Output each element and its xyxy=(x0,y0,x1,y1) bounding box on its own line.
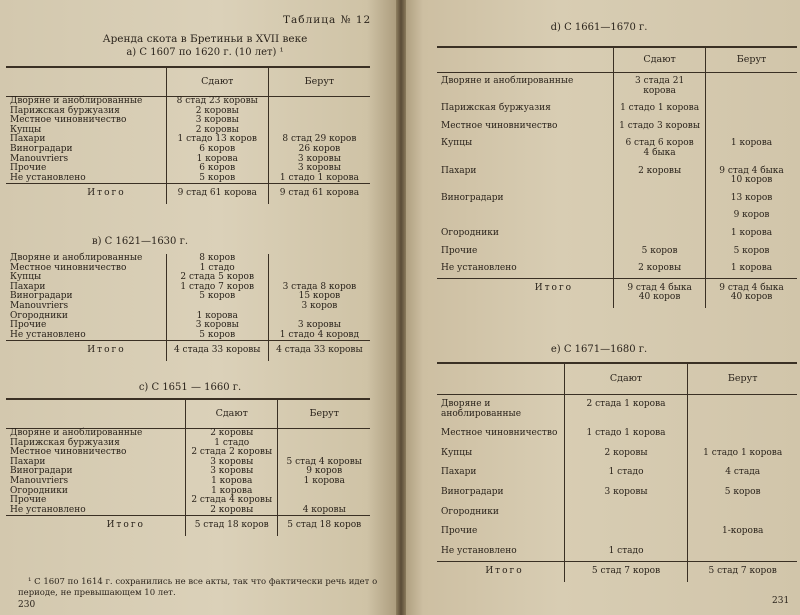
total-row xyxy=(6,341,370,361)
row-give: 3 коровы xyxy=(564,483,688,503)
row-label: Прочие xyxy=(6,164,166,174)
row-take xyxy=(706,118,797,136)
col-category xyxy=(6,399,185,429)
table-a-body xyxy=(6,97,370,204)
row-label: Не установлено xyxy=(6,174,166,184)
row-give: 3 коровы xyxy=(185,467,278,477)
row-give: 2 коровы xyxy=(166,107,268,117)
row-take: 9 коров xyxy=(733,210,770,221)
row-take xyxy=(688,503,797,523)
row-give: 3 коровы xyxy=(166,321,268,331)
row-label: Парижская буржуазия xyxy=(6,107,166,117)
col-category xyxy=(437,363,564,395)
row-take xyxy=(268,264,370,274)
row-give: 5 коров xyxy=(166,174,268,184)
table-row xyxy=(437,163,797,190)
row-label: Парижская буржуазия xyxy=(6,439,185,449)
row-take xyxy=(278,439,370,449)
table-row xyxy=(6,116,370,126)
row-give: 3 коровы xyxy=(185,458,278,468)
row-take: 3 коровы xyxy=(297,153,341,164)
row-label: Manouvriers xyxy=(6,302,166,312)
row-give: 3 стада 21 корова xyxy=(614,73,706,101)
col-take-header: Берут xyxy=(688,363,797,395)
total-take: 9 стад 4 быка 40 коров xyxy=(706,278,797,308)
row-label: Не установлено xyxy=(437,542,564,562)
row-label: Местное чиновничество xyxy=(6,448,185,458)
col-give-header: Сдают xyxy=(166,67,268,97)
row-take xyxy=(268,254,370,264)
row-take: 3 стада 8 коров xyxy=(282,281,357,292)
total-give: 5 стад 18 коров xyxy=(185,516,278,536)
table-row xyxy=(437,135,797,162)
table-row xyxy=(6,506,370,516)
row-label: Виноградари xyxy=(6,145,166,155)
section-e-title: е) С 1671—1680 г. xyxy=(550,344,648,355)
row-take xyxy=(688,542,797,562)
row-label: Пахари xyxy=(437,163,614,190)
table-row xyxy=(437,522,797,542)
row-give: 1 корова xyxy=(185,487,278,497)
row-give: 2 стада 2 коровы xyxy=(185,448,278,458)
row-give xyxy=(564,522,688,542)
page-number: 231 xyxy=(772,596,790,606)
row-label: Местное чиновничество xyxy=(6,116,166,126)
row-take: 5 коров xyxy=(733,245,770,256)
total-label: Итого xyxy=(6,516,185,536)
total-give: 9 стад 61 корова xyxy=(166,184,268,204)
row-give: 1 стадо 3 коровы xyxy=(614,118,706,136)
row-give: 2 коровы xyxy=(185,506,278,516)
row-give xyxy=(614,190,706,208)
row-give: 1 стадо 1 корова xyxy=(564,424,688,444)
row-take: 4 коровы xyxy=(302,504,346,515)
table-row xyxy=(6,174,370,184)
row-give: 2 коровы xyxy=(614,163,706,190)
section-a-title: а) С 1607 по 1620 г. (10 лет) ¹ xyxy=(126,47,284,58)
table-row xyxy=(437,100,797,118)
row-give: 1 стадо 7 коров xyxy=(166,283,268,293)
row-label: Местное чиновничество xyxy=(437,424,564,444)
table-row xyxy=(437,463,797,483)
total-row xyxy=(437,562,797,582)
total-label: Итого xyxy=(437,278,614,308)
row-give: 2 коровы xyxy=(166,126,268,136)
row-take: 1 стадо 4 коровд xyxy=(279,329,360,340)
total-row xyxy=(6,184,370,204)
total-give: 5 стад 7 коров xyxy=(564,562,688,582)
row-label: Огородники xyxy=(6,312,166,322)
table-row xyxy=(437,260,797,278)
table-row xyxy=(437,542,797,562)
table-title: Аренда скота в Бретиньи в XVII веке xyxy=(102,33,308,45)
section-c-title: с) С 1651 — 1660 г. xyxy=(138,382,242,393)
row-take xyxy=(688,424,797,444)
row-label: Прочие xyxy=(6,321,166,331)
table-row xyxy=(437,225,797,243)
table-b xyxy=(6,254,370,361)
row-give: 2 коровы xyxy=(564,444,688,464)
row-label: Пахари xyxy=(437,463,564,483)
row-label: Прочие xyxy=(6,496,185,506)
total-take: 4 стада 33 коровы xyxy=(268,341,370,361)
total-take: 5 стад 18 коров xyxy=(278,516,370,536)
footnote: ¹ С 1607 по 1614 г. сохранились не все акты, так что фактически речь идет о периоде, не превышающем 10 лет. xyxy=(18,577,378,598)
row-take xyxy=(706,100,797,118)
page-number: 230 xyxy=(18,600,36,610)
book-gutter xyxy=(396,0,406,615)
row-label xyxy=(437,207,614,225)
total-row xyxy=(6,516,370,536)
row-label: Парижская буржуазия xyxy=(437,100,614,118)
row-label: Не установлено xyxy=(437,260,614,278)
row-take xyxy=(268,97,370,107)
row-take xyxy=(706,73,797,101)
total-give: 4 стада 33 коровы xyxy=(166,341,268,361)
table-row xyxy=(437,207,797,225)
row-label: Пахари xyxy=(6,283,166,293)
total-row xyxy=(437,278,797,308)
row-give xyxy=(564,503,688,523)
table-row xyxy=(437,483,797,503)
row-take: 5 стад 4 коровы xyxy=(286,456,362,467)
row-label: Местное чиновничество xyxy=(6,264,166,274)
col-give-header: Сдают xyxy=(614,47,706,73)
row-give: 2 стада 5 коров xyxy=(166,273,268,283)
table-d xyxy=(437,46,797,308)
row-take: 3 коров xyxy=(301,300,338,311)
table-row xyxy=(6,331,370,341)
total-take: 5 стад 7 коров xyxy=(688,562,797,582)
row-label: Прочие xyxy=(437,522,564,542)
row-give: 2 коровы xyxy=(614,260,706,278)
row-take: 5 коров xyxy=(724,486,761,497)
row-label: Manouvriers xyxy=(6,155,166,165)
row-take: 26 коров xyxy=(298,143,341,154)
table-row xyxy=(437,73,797,101)
col-give-header: Сдают xyxy=(564,363,688,395)
row-give: 8 коров xyxy=(166,254,268,264)
table-row xyxy=(6,487,370,497)
total-give: 9 стад 4 быка 40 коров xyxy=(614,278,706,308)
row-give: 1 стадо xyxy=(564,542,688,562)
total-take: 9 стад 61 корова xyxy=(268,184,370,204)
table-row xyxy=(437,190,797,208)
row-label: Виноградари xyxy=(437,483,564,503)
row-label: Дворяне и аноблированные xyxy=(437,395,564,425)
row-take: 9 стад 4 быка 10 коров xyxy=(719,165,784,186)
col-category xyxy=(437,47,614,73)
row-give: 5 коров xyxy=(166,331,268,341)
row-label: Виноградари xyxy=(6,292,166,302)
table-row xyxy=(437,424,797,444)
row-take: 1 корова xyxy=(730,227,773,238)
row-label: Местное чиновничество xyxy=(437,118,614,136)
row-give: 3 коровы xyxy=(166,116,268,126)
section-d-title: d) С 1661—1670 г. xyxy=(550,22,648,33)
row-give: 1 стадо 1 корова xyxy=(614,100,706,118)
row-give: 1 стадо xyxy=(564,463,688,483)
left-page xyxy=(0,0,399,615)
total-label: Итого xyxy=(437,562,564,582)
row-take: 1-корова xyxy=(721,526,764,537)
table-row xyxy=(437,444,797,464)
row-take: 4 стада xyxy=(725,467,761,478)
row-give: 1 корова xyxy=(166,312,268,322)
row-label: Огородники xyxy=(6,487,185,497)
row-give: 2 коровы xyxy=(185,429,278,439)
row-take xyxy=(688,395,797,425)
row-label: Пахари xyxy=(6,458,185,468)
row-label: Огородники xyxy=(437,225,614,243)
table-a xyxy=(6,66,370,204)
row-give xyxy=(614,207,706,225)
table-row xyxy=(437,503,797,523)
col-take-header: Берут xyxy=(278,399,370,429)
row-give: 1 стадо xyxy=(185,439,278,449)
row-take: 1 корова xyxy=(730,263,773,274)
row-give: 1 стадо xyxy=(166,264,268,274)
row-label: Дворяне и аноблированные xyxy=(437,73,614,101)
row-take: 1 стадо 1 корова xyxy=(703,447,783,458)
row-give: 6 коров xyxy=(166,164,268,174)
table-header: Таблица № 12 xyxy=(283,14,372,26)
right-page xyxy=(399,0,800,615)
row-give: 8 стад 23 коровы xyxy=(166,97,268,107)
row-give: 5 коров xyxy=(614,243,706,261)
table-row xyxy=(437,243,797,261)
row-give: 5 коров xyxy=(166,292,268,302)
row-take xyxy=(278,487,370,497)
row-label: Дворяне и аноблированные xyxy=(6,254,166,264)
col-give-header: Сдают xyxy=(185,399,278,429)
row-label: Пахари xyxy=(6,135,166,145)
row-take: 15 коров xyxy=(298,291,341,302)
row-label: Дворяне и аноблированные xyxy=(6,97,166,107)
row-take xyxy=(278,429,370,439)
row-label: Прочие xyxy=(437,243,614,261)
row-label: Купцы xyxy=(6,273,166,283)
row-take: 1 корова xyxy=(303,475,345,486)
row-take: 9 коров xyxy=(306,466,343,477)
table-row xyxy=(437,395,797,425)
row-take xyxy=(268,107,370,117)
row-label: Виноградари xyxy=(6,467,185,477)
row-give xyxy=(614,225,706,243)
row-take: 3 коровы xyxy=(297,163,341,174)
section-b-title: в) С 1621—1630 г. xyxy=(91,236,189,247)
table-e xyxy=(437,362,797,582)
row-label: Не установлено xyxy=(6,506,185,516)
row-label: Огородники xyxy=(437,503,564,523)
row-take: 3 коровы xyxy=(297,320,341,331)
row-label: Виноградари xyxy=(437,190,614,208)
row-give: 2 стада 1 корова xyxy=(564,395,688,425)
row-take: 1 корова xyxy=(730,138,773,149)
table-row xyxy=(437,118,797,136)
row-take: 13 коров xyxy=(730,192,773,203)
row-take xyxy=(268,116,370,126)
row-label: Manouvriers xyxy=(6,477,185,487)
row-take: 1 стадо 1 корова xyxy=(279,172,359,183)
total-label: Итого xyxy=(6,184,166,204)
row-label: Дворяне и аноблированные xyxy=(6,429,185,439)
row-give: 1 корова xyxy=(185,477,278,487)
row-label: Не установлено xyxy=(6,331,166,341)
row-label: Купцы xyxy=(6,126,166,136)
col-category xyxy=(6,67,166,97)
row-take: 8 стад 29 коров xyxy=(282,134,357,145)
row-give: 2 стада 4 коровы xyxy=(185,496,278,506)
row-label: Купцы xyxy=(437,135,614,162)
row-label: Купцы xyxy=(437,444,564,464)
row-give: 1 стадо 13 коров xyxy=(166,135,268,145)
col-take-header: Берут xyxy=(706,47,797,73)
total-label: Итого xyxy=(6,341,166,361)
row-give: 1 корова xyxy=(166,155,268,165)
col-take-header: Берут xyxy=(268,67,370,97)
row-give: 6 коров xyxy=(166,145,268,155)
row-give: 6 стад 6 коров 4 быка xyxy=(614,135,706,162)
table-c xyxy=(6,398,370,536)
